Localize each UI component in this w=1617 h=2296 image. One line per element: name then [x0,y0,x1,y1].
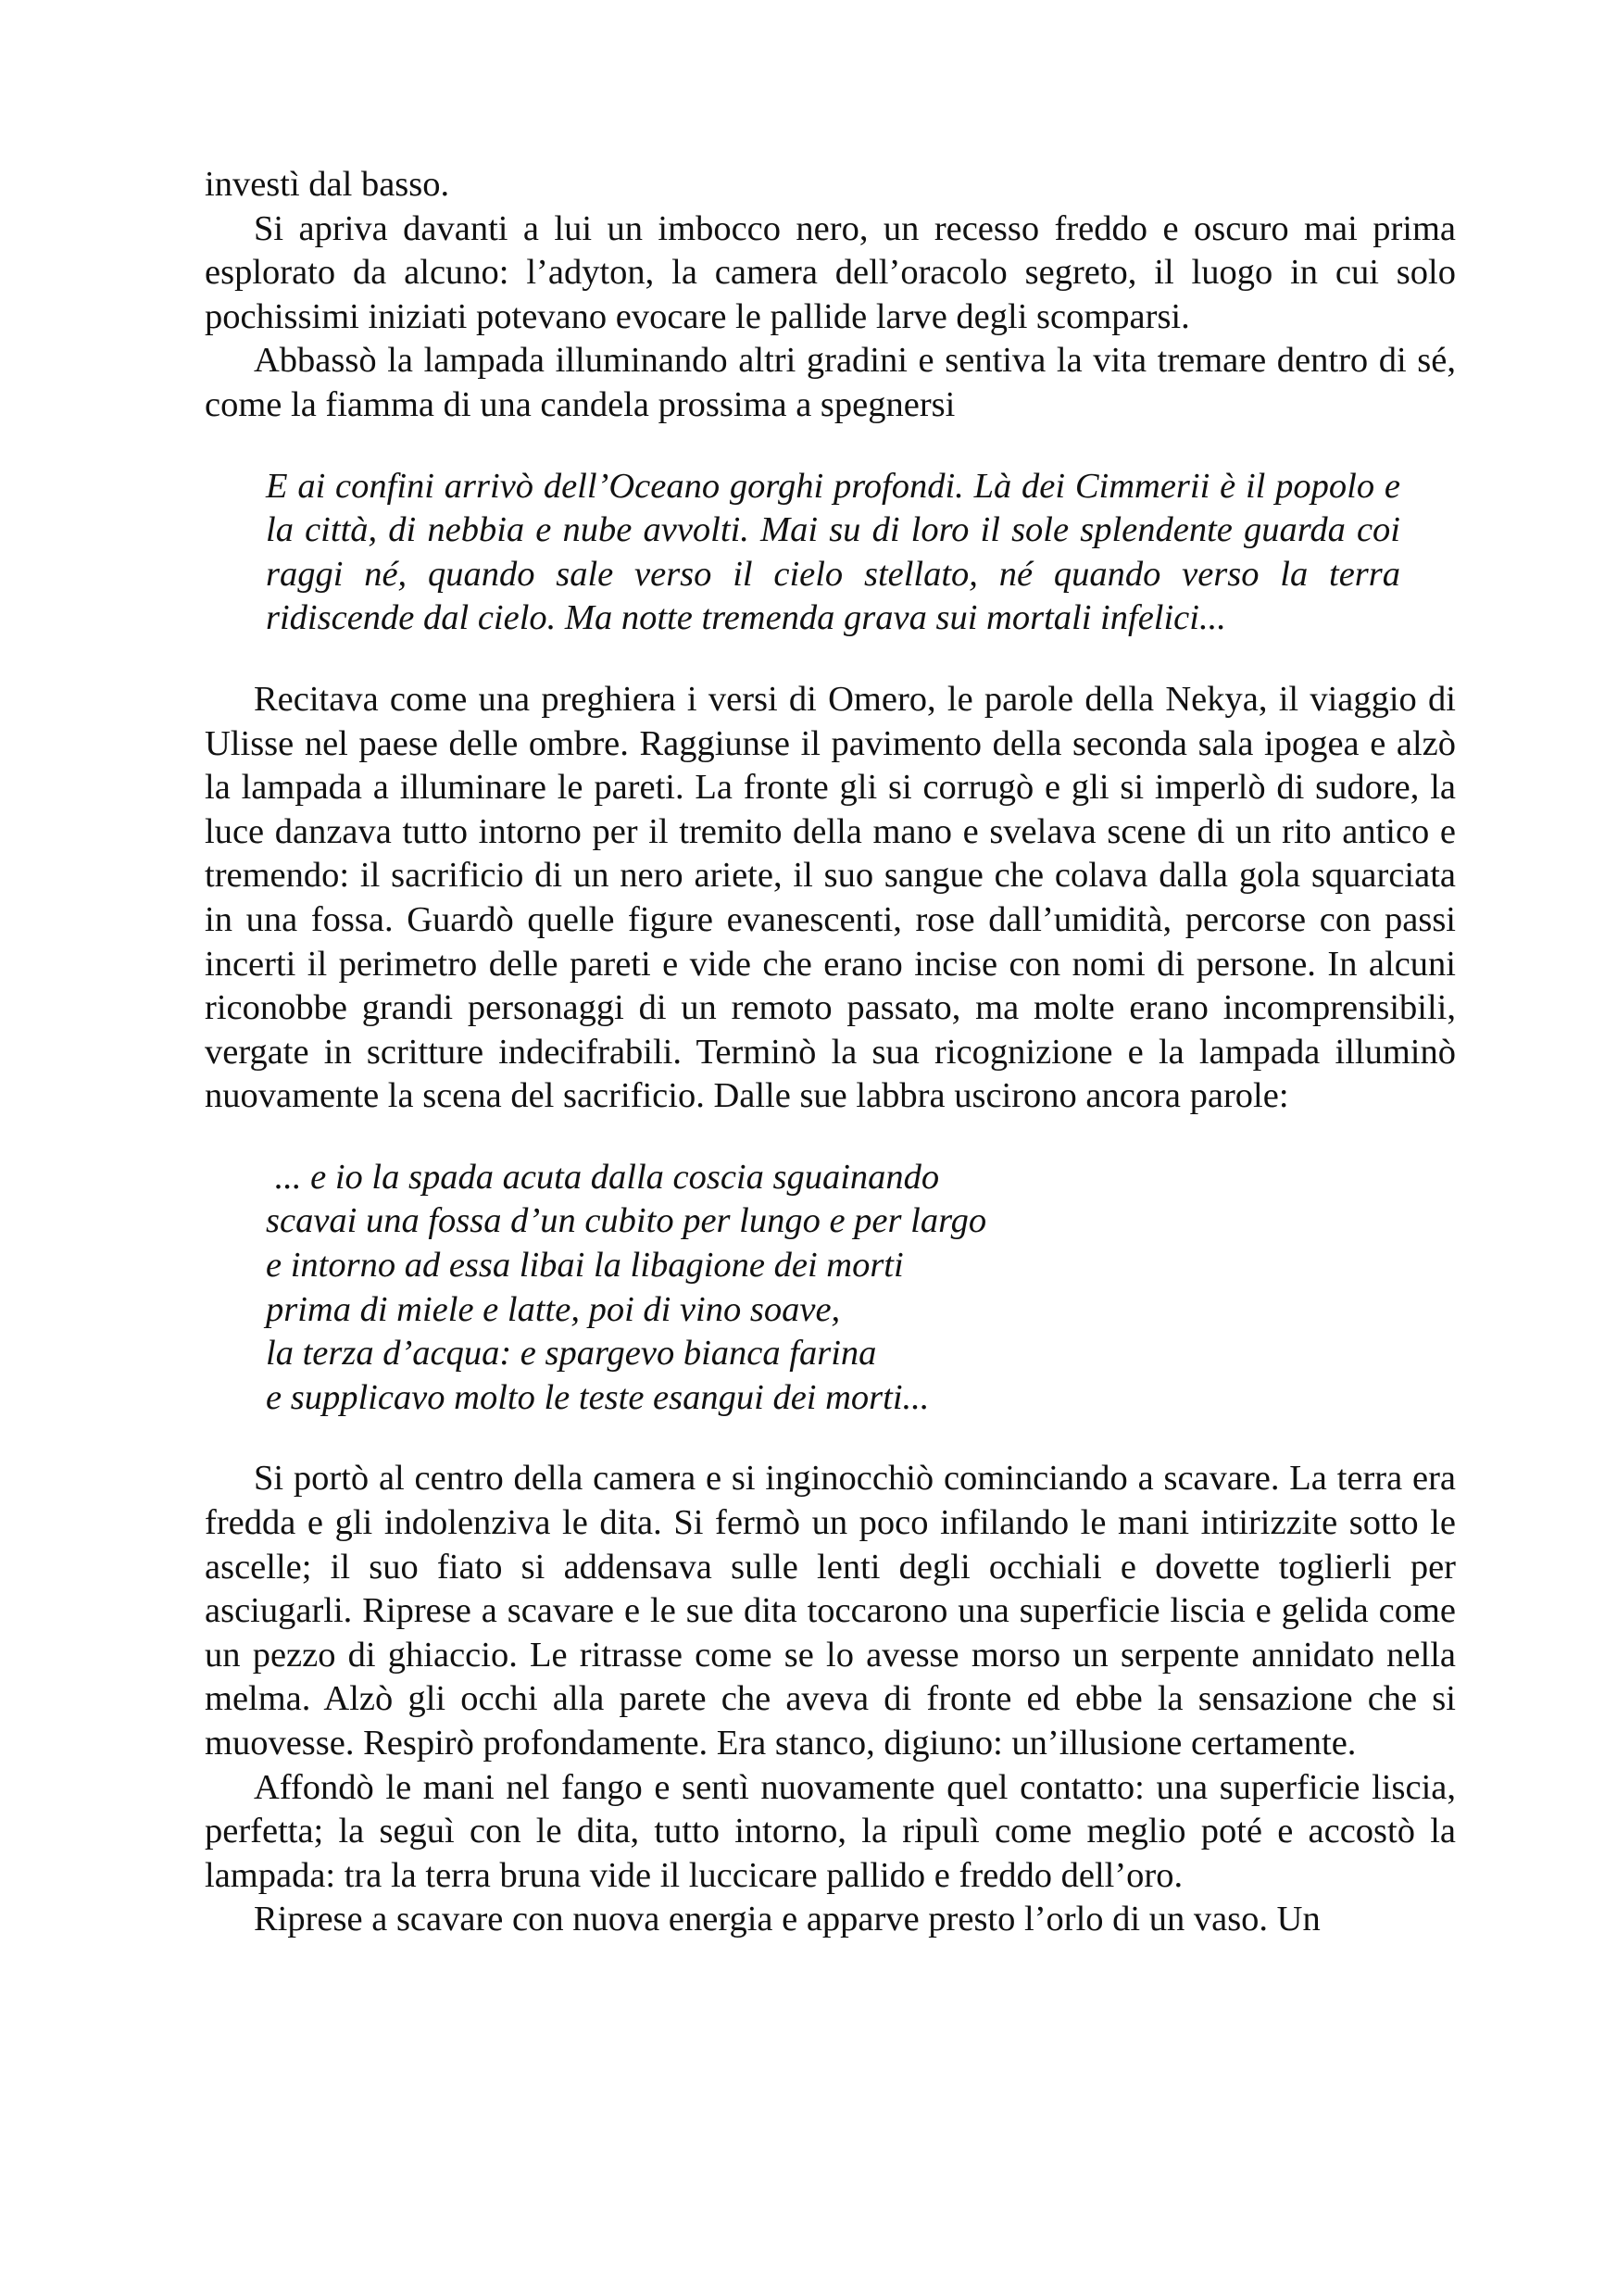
verse-line: e supplicavo molto le teste esangui dei morti... [266,1377,930,1417]
homer-quote-prose [266,465,1400,641]
paragraph-adyton: Si apriva davanti a lui un imbocco nero, un recesso freddo e oscuro mai prima esplorato da alcuno: l’adyton, la camera dell’oracolo segreto, il luogo in cui solo pochissimi iniziati potevano evocare le pallide larve degli scomparsi. [205,208,1456,336]
paragraph-gold: Affondò le mani nel fango e sentì nuovamente quel contatto: una superficie liscia, perfetta; la seguì con le dita, tutto intorno, la ripulì come meglio poté e accostò la lampada: tra la terra bruna vide il luccicare pallido e freddo dell’oro. [205,1767,1456,1895]
paragraph-vase: Riprese a scavare con nuova energia e apparve presto l’orlo di un vaso. Un [254,1900,1321,1939]
quote-text: E ai confini arrivò dell’Oceano gorghi profondi. Là dei Cimmerii è il popolo e la città, di nebbia e nube avvolti. Mai su di loro il sole splendente guarda coi raggi né, quando sale verso il cielo stellato, né quando verso la terra ridiscende dal cielo. Ma notte tremenda grava sui mortali infelici... [266,466,1400,638]
body-text [205,163,1456,1942]
verse-line: e intorno ad essa libai la libagione dei morti [266,1246,904,1286]
verse-line: la terza d’acqua: e spargevo bianca farina [266,1334,877,1374]
paragraph-nekya: Recitava come una preghiera i versi di Omero, le parole della Nekya, il viaggio di Ulisse nel paese delle ombre. Raggiunse il pavimento della seconda sala ipogea e alzò la lampada a illuminare le pareti. La fronte gli si corrugò e gli si imperlò di sudore, la luce danzava tutto intorno per il tremito della mano e svelava scene di un rito antico e tremendo: il sacrificio di un nero ariete, il suo sangue che colava dalla gola squarciata in una fossa. Guardò quelle figure evanescenti, rose dall’umidità, percorse con passi incerti il perimetro delle pareti e vide che erano incise con nomi di persone. In alcuni riconobbe grandi personaggi di un remoto passato, ma molte erano incomprensibili, vergate in scritture indecifrabili. Terminò la sua ricognizione e la lampada illuminò nuovamente la scena del sacrificio. Dalle sue labbra uscirono ancora parole: [205,679,1456,1116]
homer-quote-verses [266,1156,1400,1421]
verse-line: prima di miele e latte, poi di vino soave, [266,1289,841,1329]
paragraph-continuation: investì dal basso. [205,165,450,204]
verse-line: scavai una fossa d’un cubito per lungo e per largo [266,1201,987,1241]
paragraph-digging: Si portò al centro della camera e si inginocchiò cominciando a scavare. La terra era fredda e gli indolenziva le dita. Si fermò un poco infilando le mani intirizzite sotto le ascelle; il suo fiato si addensava sulle lenti degli occhiali e dovette toglierli per asciugarli. Riprese a scavare e le sue dita toccarono una superficie liscia e gelida come un pezzo di ghiaccio. Le ritrasse come se lo avesse morso un serpente annidato nella melma. Alzò gli occhi alla parete che aveva di fronte ed ebbe la sensazione che si muovesse. Respirò profondamente. Era stanco, digiuno: un’illusione certamente. [205,1459,1456,1763]
verse-line: ... e io la spada acuta dalla coscia sguainando [266,1157,940,1197]
paragraph-lamp: Abbassò la lampada illuminando altri gradini e sentiva la vita tremare dentro di sé, come la fiamma di una candela prossima a spegnersi [205,341,1456,424]
